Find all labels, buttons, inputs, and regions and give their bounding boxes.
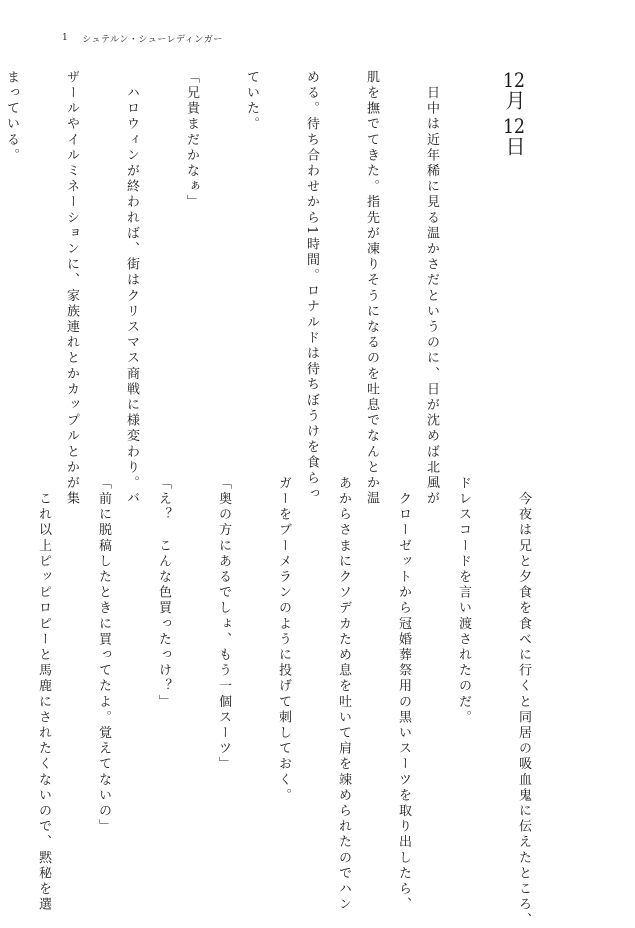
text-line: 日中は近年稀に見る温かさだというのに、日が沈めば北風が bbox=[424, 70, 439, 507]
text-block-bottom bbox=[0, 476, 573, 928]
text-line: 「兄貴まだかなぁ」 bbox=[184, 70, 199, 211]
running-header bbox=[62, 30, 223, 46]
text-line: ドレスコードを言い渡されたのだ。 bbox=[456, 476, 471, 726]
text-line: ハロウィンが終われば、街はクリスマス商戦に様変わり。バ bbox=[124, 70, 139, 507]
text-line: ガーをブーメランのように投げて刺しておく。 bbox=[276, 476, 291, 804]
text-block-top bbox=[0, 70, 569, 507]
text-line: 今夜は兄と夕食を食べに行くと同居の吸血鬼に伝えたところ、 bbox=[516, 476, 531, 928]
running-title: シュテルン・シューレディンガー bbox=[82, 34, 223, 45]
date-heading: 12月12日 bbox=[502, 70, 526, 162]
text-line: 肌を撫でてきた。指先が凍りそうになるのを吐息でなんとか温 bbox=[364, 70, 379, 507]
text-line: 「奥の方にあるでしょ、もう一個スーツ」 bbox=[216, 476, 231, 773]
text-line: クローゼットから冠婚葬祭用の黒いスーツを取り出したら、 bbox=[396, 476, 411, 913]
text-line: 「前に脱稿したときに買ってたよ。覚えてないの」 bbox=[96, 476, 111, 835]
text-line: ザールやイルミネーションに、家族連れとかカップルとかが集 bbox=[64, 70, 79, 507]
text-line: める。待ち合わせから1時間。ロナルドは待ちぼうけを食らっ bbox=[304, 70, 319, 503]
text-line: ていた。 bbox=[244, 70, 259, 133]
text-line: これ以上ピッピロピーと馬鹿にされたくないので、黙秘を選 bbox=[36, 476, 51, 913]
text-line: あからさまにクソデカため息を吐いて肩を竦められたのでハン bbox=[336, 476, 351, 913]
text-line: まっている。 bbox=[4, 70, 19, 164]
page-number: 1 bbox=[62, 33, 69, 43]
text-line: 「え？ こんな色買ったっけ？」 bbox=[156, 476, 171, 710]
